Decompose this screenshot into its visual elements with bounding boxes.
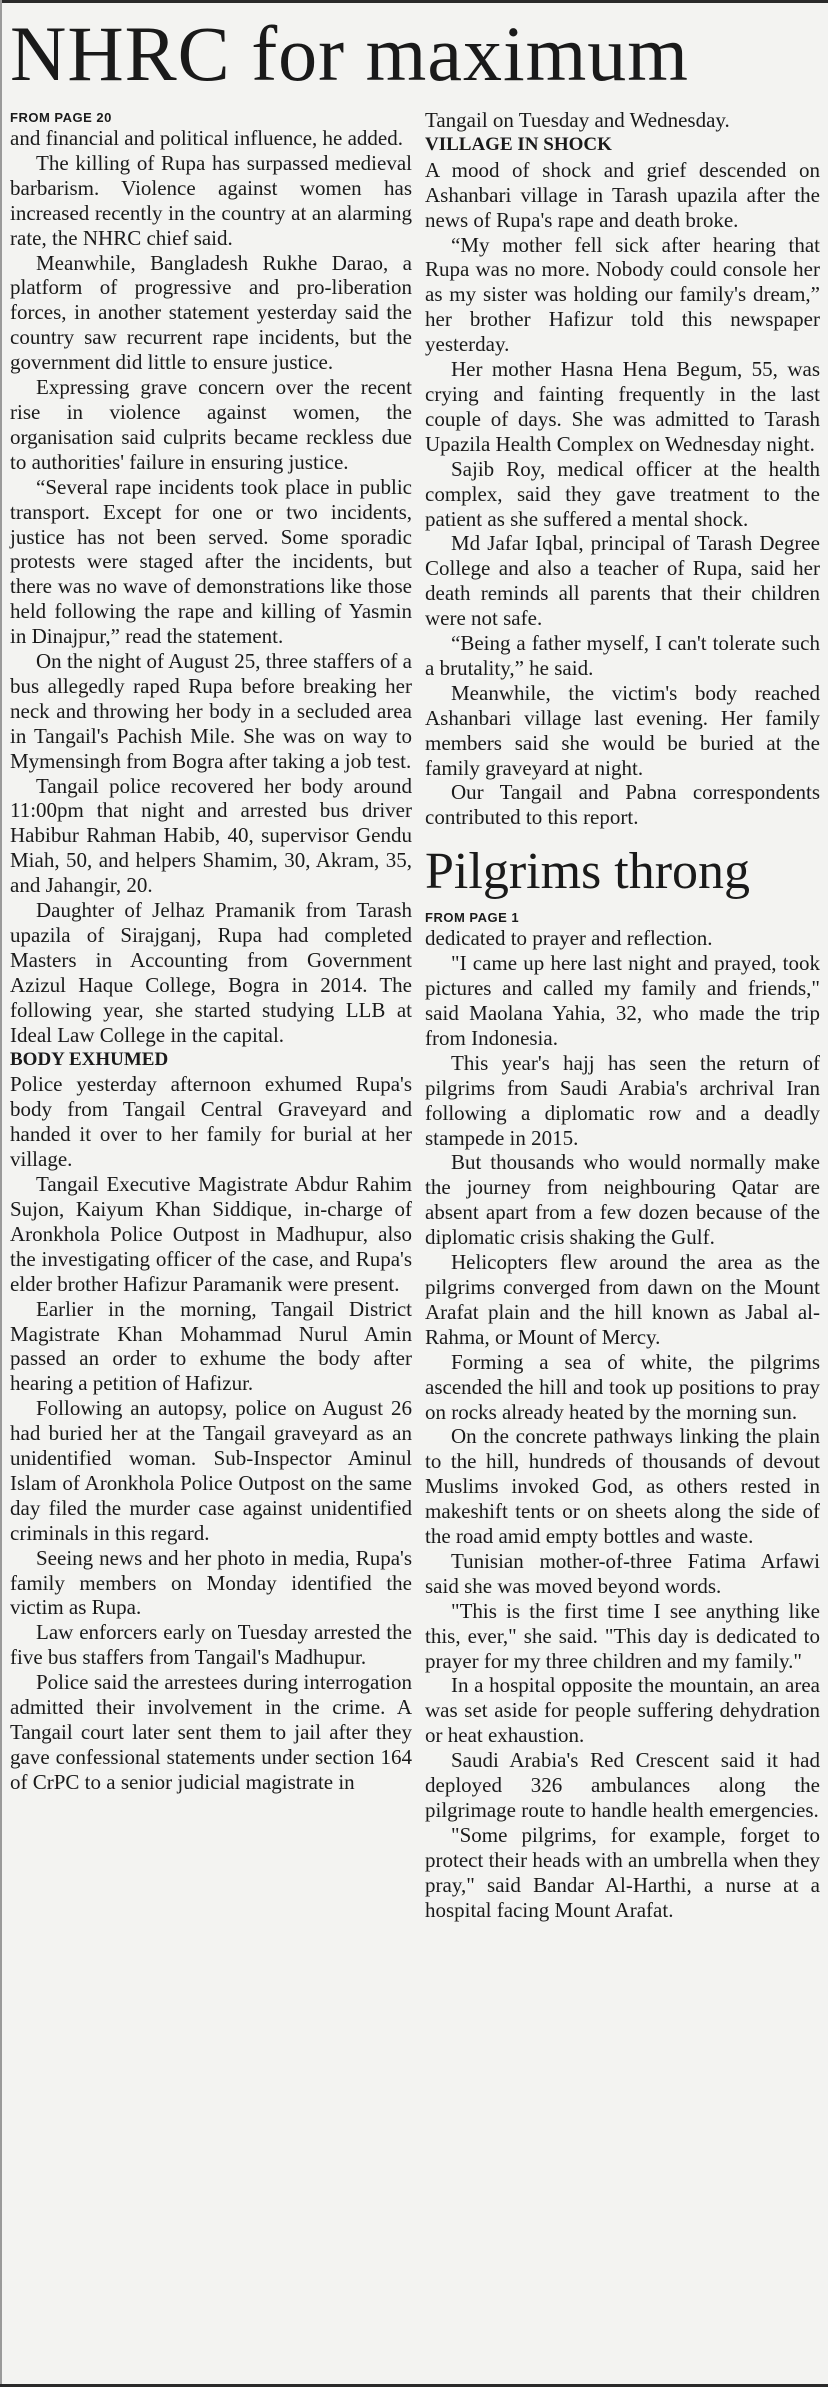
paragraph: dedicated to prayer and reflection. xyxy=(425,926,713,951)
subhead-body-exhumed: BODY EXHUMED xyxy=(10,1048,169,1070)
story1-body-part3 xyxy=(425,158,820,830)
paragraph: “Being a father myself, I can't tolerate such a brutality,” he said. xyxy=(425,631,820,680)
from-page-label-2: FROM PAGE 1 xyxy=(425,910,520,926)
paragraph: Police yesterday afternoon exhumed Rupa's body from Tangail Central Graveyard and handed it over to her family for burial at her village. xyxy=(10,1072,412,1172)
story1-continuation: Tangail on Tuesday and Wednesday. xyxy=(425,108,730,132)
paragraph: Tangail police recovered her body around 11:00pm that night and arrested bus driver Habibur Rahman Habib, 40, supervisor Gendu Miah, 50, and helpers Shamim, 30, Akram, 35, and Jahangir, 20. xyxy=(10,773,412,898)
paragraph: Expressing grave concern over the recent rise in violence against women, the organisation said culprits became reckless due to authorities' failure in ensuring justice. xyxy=(10,375,412,474)
paragraph: Meanwhile, the victim's body reached Ashanbari village last evening. Her family members said she would be buried at the family graveyard at night. xyxy=(425,680,820,780)
paragraph: "This is the first time I see anything like this, ever," she said. "This day is dedicated to prayer for my three children and my family." xyxy=(425,1598,820,1673)
paragraph: "I came up here last night and prayed, took pictures and called my family and friends," said Maolana Yahia, 32, who made the trip from Indonesia. xyxy=(425,951,820,1050)
paragraph: Saudi Arabia's Red Crescent said it had deployed 326 ambulances along the pilgrimage route to handle health emergencies. xyxy=(425,1748,820,1822)
column-left xyxy=(10,108,412,1795)
paragraph: and financial and political influence, he added. xyxy=(10,126,404,150)
paragraph: On the concrete pathways linking the plain to the hill, hundreds of thousands of devout Muslims invoked God, as others rested in makeshift tents or on sheets along the side of the road amid empty bottles and waste. xyxy=(425,1424,820,1549)
paragraph: Seeing news and her photo in media, Rupa's family members on Monday identified the victim as Rupa. xyxy=(10,1545,412,1620)
paragraph: Following an autopsy, police on August 26 had buried her at the Tangail graveyard as an unidentified woman. Sub-Inspector Aminul Islam of Aronkhola Police Outpost on the same day filed the murder case against unidentified criminals in this regard. xyxy=(10,1396,412,1545)
left-rule xyxy=(0,0,2,2387)
column-right xyxy=(425,108,820,1923)
paragraph: Tangail Executive Magistrate Abdur Rahim Sujon, Kaiyum Khan Siddique, in-charge of Aronkhola Police Outpost in Madhupur, also the investigating officer of the case, and Rupa's elder brother Hafizur Paramanik were present. xyxy=(10,1172,412,1296)
paragraph: “Several rape incidents took place in public transport. Except for one or two incidents, justice has not been served. Some sporadic protests were staged after the incidents, but there was no wave of demonstrations like those held following the rape and killing of Yasmin in Dinajpur,” read the statement. xyxy=(10,474,412,649)
story2-body xyxy=(425,926,820,1922)
paragraph: Our Tangail and Pabna correspondents contributed to this report. xyxy=(425,780,820,830)
paragraph: Tunisian mother-of-three Fatima Arfawi said she was moved beyond words. xyxy=(425,1548,820,1598)
paragraph: The killing of Rupa has surpassed medieval barbarism. Violence against women has increased recently in the country at an alarming rate, the NHRC chief said. xyxy=(10,150,412,250)
paragraph: In a hospital opposite the mountain, an area was set aside for people suffering dehydration or heat exhaustion. xyxy=(425,1673,820,1748)
paragraph: But thousands who would normally make the journey from neighbouring Qatar are absent apart from a few dozen because of the diplomatic crisis shaking the Gulf. xyxy=(425,1150,820,1250)
paragraph: A mood of shock and grief descended on Ashanbari village in Tarash upazila after the news of Rupa's rape and death broke. xyxy=(425,157,820,232)
paragraph: Law enforcers early on Tuesday arrested the five bus staffers from Tangail's Madhupur. xyxy=(10,1620,412,1670)
paragraph: Police said the arrestees during interrogation admitted their involvement in the crime. A Tangail court later sent them to jail after they gave confessional statements under section 164 of CrPC to a senior judicial magistrate in xyxy=(10,1670,412,1794)
paragraph: On the night of August 25, three staffers of a bus allegedly raped Rupa before breaking her neck and throwing her body in a secluded area in Tangail's Pachish Mile. She was on way to Mymensingh from Bogra after taking a job test. xyxy=(10,649,412,773)
paragraph: Forming a sea of white, the pilgrims ascended the hill and took up positions to pray on rocks already heated by the morning sun. xyxy=(425,1349,820,1424)
paragraph: Meanwhile, Bangladesh Rukhe Darao, a platform of progressive and pro-liberation forces, in another statement yesterday said the country saw recurrent rape incidents, but the government did little to ensure justice. xyxy=(10,250,412,375)
headline-pilgrims: Pilgrims throng xyxy=(425,843,751,901)
story1-body-part2 xyxy=(10,1072,412,1794)
headline-nhrc: NHRC for maximum xyxy=(10,10,689,97)
paragraph: Her mother Hasna Hena Begum, 55, was crying and fainting frequently in the last couple of days. She was admitted to Tarash Upazila Health Complex on Wednesday night. xyxy=(425,357,820,456)
paragraph: Helicopters flew around the area as the pilgrims converged from dawn on the Mount Arafat plain and the hill known as Jabal al-Rahma, or Mount of Mercy. xyxy=(425,1250,820,1349)
subhead-village-in-shock: VILLAGE IN SHOCK xyxy=(425,133,612,155)
paragraph: Sajib Roy, medical officer at the health complex, said they gave treatment to the patient as she suffered a mental shock. xyxy=(425,456,820,531)
story1-body-part1 xyxy=(10,126,412,1048)
paragraph: Daughter of Jelhaz Pramanik from Tarash upazila of Sirajganj, Rupa had completed Masters in Accounting from Government Azizul Haque College, Bogra in 2014. The following year, she started studying LLB at Ideal Law College in the capital. xyxy=(10,898,412,1047)
paragraph: "Some pilgrims, for example, forget to protect their heads with an umbrella when they pray," said Bandar Al-Harthi, a nurse at a hospital facing Mount Arafat. xyxy=(425,1822,820,1922)
paragraph: “My mother fell sick after hearing that Rupa was no more. Nobody could console her as my sister was holding our family's dream,” her brother Hafizur told this newspaper yesterday. xyxy=(425,232,820,357)
paragraph: This year's hajj has seen the return of pilgrims from Saudi Arabia's archrival Iran following a diplomatic row and a deadly stampede in 2015. xyxy=(425,1050,820,1150)
from-page-label: FROM PAGE 20 xyxy=(10,110,112,125)
paragraph: Md Jafar Iqbal, principal of Tarash Degree College and also a teacher of Rupa, said her death reminds all parents that their children were not safe. xyxy=(425,531,820,631)
paragraph: Earlier in the morning, Tangail District Magistrate Khan Mohammad Nurul Amin passed an order to exhume the body after hearing a petition of Hafizur. xyxy=(10,1296,412,1396)
top-rule xyxy=(0,0,828,3)
